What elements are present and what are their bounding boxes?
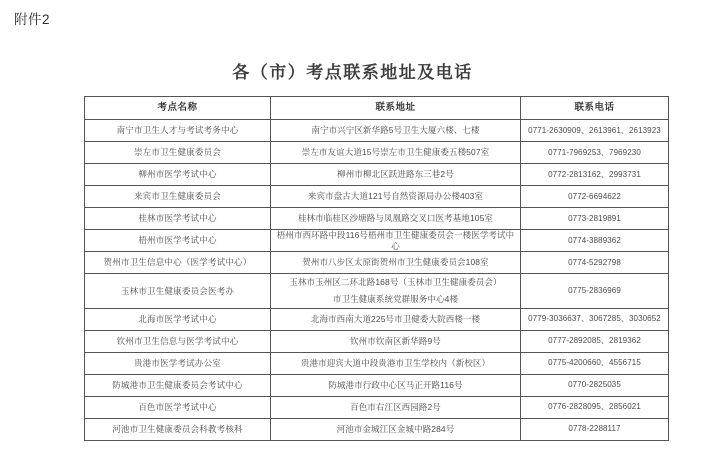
exam-site-address: 钦州市钦南区新华路9号 — [271, 330, 521, 352]
exam-site-phone: 0770-2825035 — [521, 374, 669, 396]
page-title: 各（市）考点联系地址及电话 — [232, 63, 473, 82]
exam-site-phone: 0778-2288117 — [521, 418, 669, 440]
exam-site-name: 南宁市卫生人才与考试考务中心 — [85, 120, 271, 142]
exam-site-phone: 0775-4200660、4556715 — [521, 352, 669, 374]
exam-site-name: 百色市医学考试中心 — [85, 396, 271, 418]
exam-site-address: 柳州市柳北区跃进路东三巷2号 — [271, 164, 521, 186]
exam-site-address: 南宁市兴宁区新华路5号卫生大厦六楼、七楼 — [271, 120, 521, 142]
table-row — [85, 208, 669, 230]
column-header-phone: 联系电话 — [521, 97, 669, 120]
table-row — [85, 252, 669, 274]
table-row — [85, 418, 669, 440]
exam-site-phone: 0775-2836969 — [521, 274, 669, 308]
table-row — [85, 274, 669, 308]
exam-site-phone: 0773-2819891 — [521, 208, 669, 230]
exam-site-phone: 0777-2892085、2819362 — [521, 330, 669, 352]
table-body — [85, 120, 669, 441]
contact-table — [84, 96, 669, 441]
exam-site-address: 防城港市行政中心区马正开路116号 — [271, 374, 521, 396]
table-row — [85, 230, 669, 252]
exam-site-phone: 0771-2630909、2613961、2613923 — [521, 120, 669, 142]
exam-site-address: 贵港市迎宾大道中段贵港市卫生学校内（新校区） — [271, 352, 521, 374]
table-row — [85, 352, 669, 374]
address-line: 市卫生健康系统党群服务中心4楼 — [332, 293, 459, 304]
table-row — [85, 120, 669, 142]
exam-site-address: 崇左市友谊大道15号崇左市卫生健康委五楼507室 — [271, 142, 521, 164]
exam-site-address: 北海市西南大道225号市卫健委大院西楼一楼 — [271, 308, 521, 330]
table-row — [85, 142, 669, 164]
exam-site-phone: 0772-2813162、2993731 — [521, 164, 669, 186]
table-header — [85, 97, 669, 120]
exam-site-address: 桂林市临桂区沙塘路与凤凰路交叉口医考基地105室 — [271, 208, 521, 230]
exam-site-name: 玉林市卫生健康委员会医考办 — [85, 274, 271, 308]
exam-site-phone: 0771-7969253、7969230 — [521, 142, 669, 164]
exam-site-name: 崇左市卫生健康委员会 — [85, 142, 271, 164]
address-line: 玉林市玉州区二环北路168号（玉林市卫生健康委员会） — [289, 277, 502, 288]
exam-site-address: 梧州市西环路中段116号梧州市卫生健康委员会一楼医学考试中心 — [271, 230, 521, 252]
exam-site-phone: 0776-2828095、2856021 — [521, 396, 669, 418]
exam-site-name: 贵港市医学考试办公室 — [85, 352, 271, 374]
exam-site-phone: 0774-3889362 — [521, 230, 669, 252]
exam-site-name: 钦州市卫生信息与医学考试中心 — [85, 330, 271, 352]
exam-site-name: 防城港市卫生健康委员会考试中心 — [85, 374, 271, 396]
column-header-address: 联系地址 — [271, 97, 521, 120]
exam-site-address — [271, 274, 521, 308]
table-row — [85, 308, 669, 330]
table-header-row — [85, 97, 669, 120]
exam-site-name: 北海市医学考试中心 — [85, 308, 271, 330]
table-row — [85, 330, 669, 352]
column-header-name: 考点名称 — [85, 97, 271, 120]
exam-site-name: 梧州市医学考试中心 — [85, 230, 271, 252]
table-row — [85, 374, 669, 396]
exam-site-name: 柳州市医学考试中心 — [85, 164, 271, 186]
exam-site-phone: 0779-3036637、3067285、3030652 — [521, 308, 669, 330]
exam-site-name: 贺州市卫生信息中心（医学考试中心） — [85, 252, 271, 274]
exam-site-phone: 0772-6694622 — [521, 186, 669, 208]
exam-site-name: 桂林市医学考试中心 — [85, 208, 271, 230]
attachment-label: 附件2 — [14, 12, 51, 27]
exam-site-name: 河池市卫生健康委员会科教考核科 — [85, 418, 271, 440]
table-row — [85, 164, 669, 186]
exam-site-address: 贺州市八步区太原街贺州市卫生健康委员会108室 — [271, 252, 521, 274]
exam-site-phone: 0774-5292798 — [521, 252, 669, 274]
table-row — [85, 186, 669, 208]
exam-site-name: 来宾市卫生健康委员会 — [85, 186, 271, 208]
exam-site-address: 百色市右江区西园路2号 — [271, 396, 521, 418]
exam-site-address: 河池市金城江区金城中路284号 — [271, 418, 521, 440]
exam-site-address: 来宾市盘古大道121号自然资源局办公楼403室 — [271, 186, 521, 208]
table-row — [85, 396, 669, 418]
